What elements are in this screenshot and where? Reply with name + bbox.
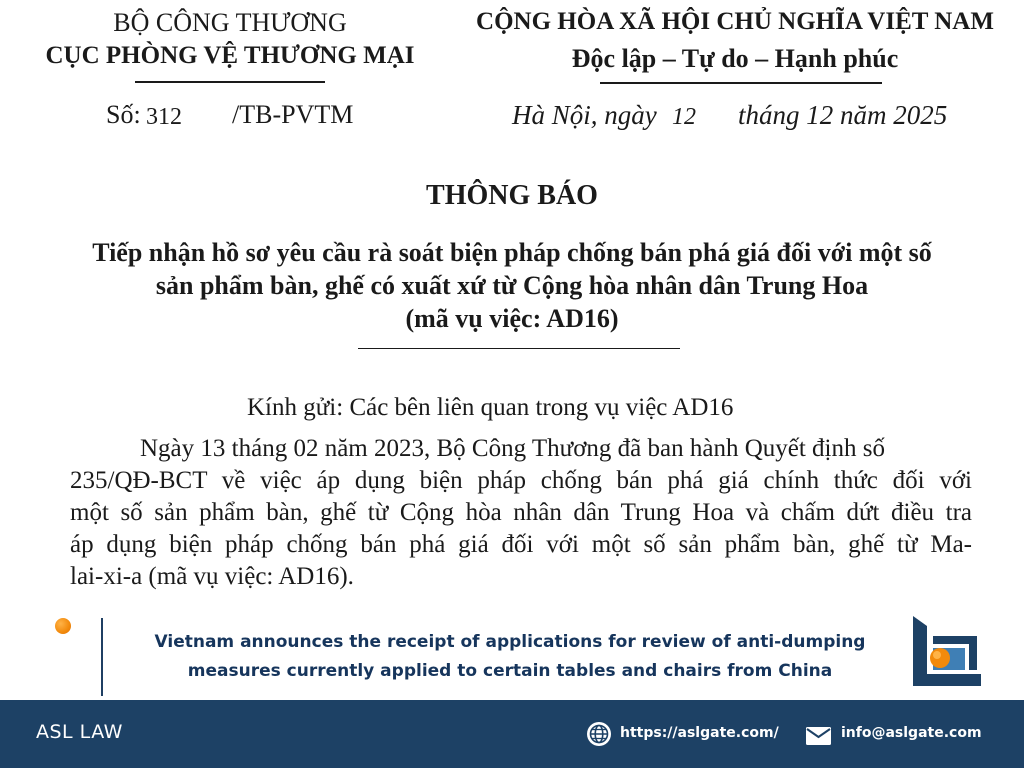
body-paragraph [70, 433, 972, 593]
number-label: Số: [106, 100, 141, 129]
recipient-line: Kính gửi: Các bên liên quan trong vụ việc AD16 [247, 394, 734, 421]
agency-name: CỤC PHÒNG VỆ THƯƠNG MẠI [45, 42, 415, 69]
date-month-year: tháng 12 năm 2025 [738, 100, 948, 130]
caption-divider [101, 618, 103, 696]
subject-underline [358, 348, 680, 349]
motto-underline [600, 82, 882, 84]
asl-logo-icon [913, 616, 981, 688]
subject-line: Tiếp nhận hồ sơ yêu cầu rà soát biện pháp chống bán phá giá đối với một số [92, 238, 932, 267]
footer-bar [0, 700, 1024, 768]
ministry-name: BỘ CÔNG THƯƠNG [113, 8, 347, 37]
document-type-heading: THÔNG BÁO [426, 180, 598, 211]
place-date-prefix: Hà Nội, ngày [512, 100, 657, 130]
national-motto: Độc lập – Tự do – Hạnh phúc [571, 44, 899, 73]
orange-dot-icon [55, 618, 71, 634]
subject-line: (mã vụ việc: AD16) [405, 304, 619, 333]
body-line: một số sản phẩm bàn, ghế từ Cộng hòa nhân dân Trung Hoa và chấm dứt điều tra [70, 499, 972, 526]
document-subject [0, 236, 1024, 335]
mail-icon [806, 727, 831, 745]
body-line: lai-xi-a (mã vụ việc: AD16). [70, 563, 354, 590]
website-link[interactable]: https://aslgate.com/ [620, 725, 779, 741]
brand-name: ASL LAW [36, 721, 123, 743]
subject-line: sản phẩm bàn, ghế có xuất xứ từ Cộng hòa nhân dân Trung Hoa [155, 271, 869, 300]
globe-icon [586, 721, 612, 747]
country-name: CỘNG HÒA XÃ HỘI CHỦ NGHĨA VIỆT NAM [476, 8, 994, 35]
caption-line: Vietnam announces the receipt of applications for review of anti-dumping [154, 632, 866, 652]
agency-underline [135, 81, 325, 83]
body-line: áp dụng biện pháp chống bán phá giá đối với một số sản phẩm bàn, ghế từ Ma- [70, 531, 972, 558]
email-link[interactable]: info@aslgate.com [841, 725, 982, 741]
body-line: Ngày 13 tháng 02 năm 2023, Bộ Công Thương đã ban hành Quyết định số [140, 435, 885, 462]
date-day: 12 [672, 104, 696, 130]
body-line: 235/QĐ-BCT về việc áp dụng biện pháp chống bán phá giá chính thức đối với [70, 467, 972, 494]
caption-line: measures currently applied to certain tables and chairs from China [187, 661, 833, 681]
number-value: 312 [146, 104, 182, 130]
number-suffix: /TB-PVTM [232, 100, 354, 129]
news-caption [110, 628, 910, 686]
